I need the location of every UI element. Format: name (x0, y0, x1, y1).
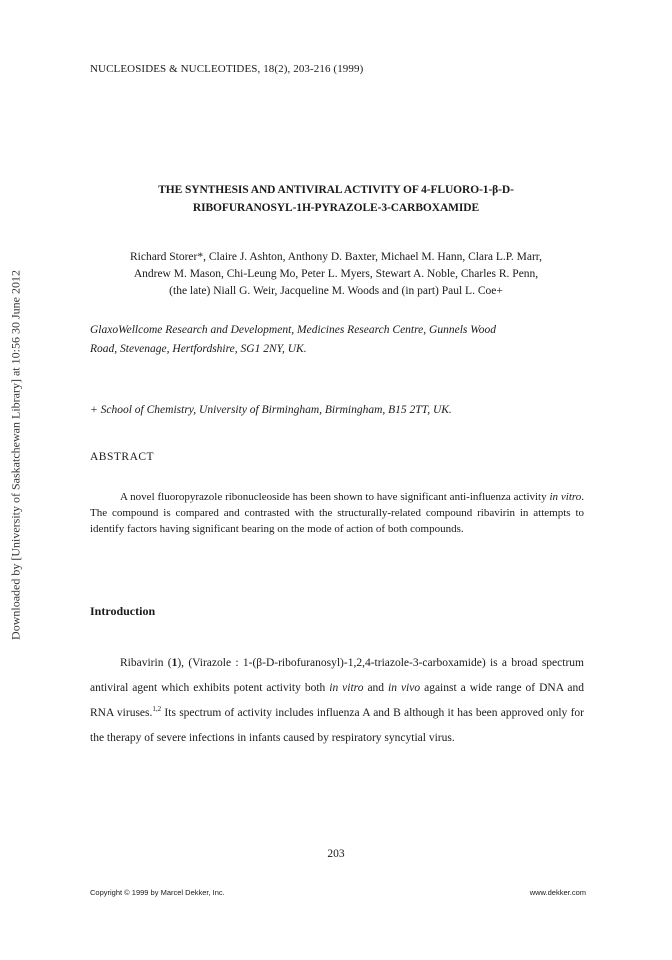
journal-header: NUCLEOSIDES & NUCLEOTIDES, 18(2), 203-216 (1999) (90, 63, 364, 75)
intro-text-1: Ribavirin ( (120, 657, 172, 669)
abstract-italic-in-vitro: in vitro (549, 491, 582, 503)
affiliation-1-line-1: GlaxoWellcome Research and Development, Medicines Research Centre, Gunnels Wood (90, 324, 497, 336)
article-title (60, 181, 612, 217)
authors-line-2: Andrew M. Mason, Chi-Leung Mo, Peter L. Myers, Stewart A. Noble, Charles R. Penn, (133, 268, 539, 280)
affiliation-birmingham: + School of Chemistry, University of Birmingham, Birmingham, B15 2TT, UK. (90, 404, 452, 416)
intro-text-3: and (363, 682, 389, 694)
introduction-paragraph (90, 651, 584, 751)
author-list (60, 249, 612, 300)
abstract-heading: ABSTRACT (90, 451, 155, 463)
authors-line-3: (the late) Niall G. Weir, Jacqueline M. Woods and (in part) Paul L. Coe+ (169, 285, 503, 297)
publisher-website: www.dekker.com (529, 888, 586, 897)
abstract-paragraph (90, 489, 584, 537)
intro-italic-in-vitro: in vitro (329, 682, 364, 694)
affiliation-1-line-2: Road, Stevenage, Hertfordshire, SG1 2NY, UK. (90, 343, 307, 355)
intro-text-4: against a wide range of DNA and RNA viruses. (90, 682, 584, 719)
title-line-2: RIBOFURANOSYL-1H-PYRAZOLE-3-CARBOXAMIDE (192, 202, 480, 214)
abstract-text-1: A novel fluoropyrazole ribonucleoside has been shown to have significant anti-influenza activity (120, 491, 550, 503)
title-line-1: THE SYNTHESIS AND ANTIVIRAL ACTIVITY OF 4-FLUORO-1-β-D- (158, 184, 514, 196)
intro-citation-superscript: 1,2 (152, 705, 162, 714)
intro-compound-number: 1 (171, 657, 178, 669)
intro-text-5: Its spectrum of activity includes influenza A and B although it has been approved only for the therapy of severe infections in infants caused by respiratory syncytial virus. (90, 707, 584, 744)
affiliation-glaxowellcome (90, 321, 590, 359)
introduction-heading: Introduction (90, 604, 156, 618)
page-number: 203 (327, 848, 345, 860)
abstract-text-2: . The compound is compared and contrasted with the structurally-related compound ribavirin in attempts to identify factors having significant bearing on the mode of action of both compounds. (90, 491, 584, 535)
watermark-text: Downloaded by [University of Saskatchewan Library] at 10:56 30 June 2012 (8, 270, 23, 640)
authors-line-1: Richard Storer*, Claire J. Ashton, Anthony D. Baxter, Michael M. Hann, Clara L.P. Marr, (129, 251, 543, 263)
intro-italic-in-vivo: in vivo (388, 682, 421, 694)
intro-text-2: ), (Virazole : 1-(β-D-ribofuranosyl)-1,2,4-triazole-3-carboxamide) is a broad spectrum antiviral agent which exhibits potent activity both (90, 657, 584, 694)
copyright-notice: Copyright © 1999 by Marcel Dekker, Inc. (90, 888, 225, 897)
